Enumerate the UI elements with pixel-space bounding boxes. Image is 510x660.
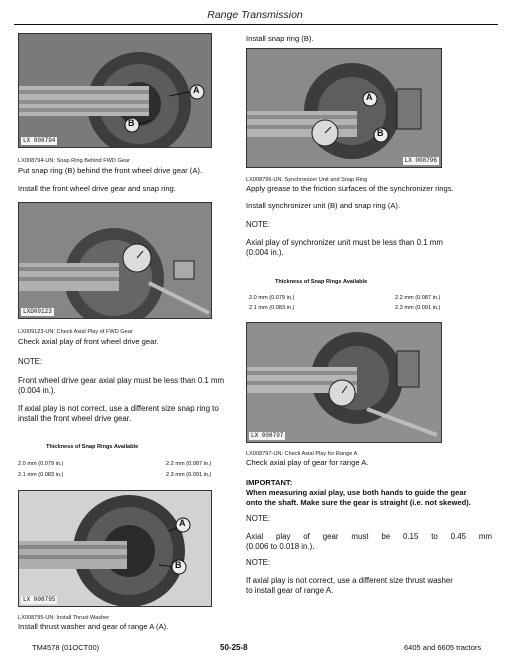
table-cell: 2.3 mm (0.091 in.)	[166, 472, 212, 478]
photo-label: LX 008797	[251, 432, 284, 439]
photo-snap-ring-behind-fwd-gear	[18, 33, 212, 148]
note-text: to install gear of range A.	[246, 586, 334, 595]
photo-label: LX 008794	[23, 137, 56, 144]
important-text: onto the shaft. Make sure the gear is straight (i.e. not skewed).	[246, 498, 471, 507]
callout-a: A	[193, 85, 200, 95]
dial-indicator-illustration	[19, 203, 211, 318]
table-title: Thickness of Snap Rings Available	[275, 279, 368, 285]
table-cell: 2.1 mm (0.083 in.)	[18, 472, 64, 478]
note-label: NOTE:	[246, 558, 271, 567]
callout-a: A	[179, 518, 186, 528]
instruction-text: Check axial play of front wheel drive gear.	[18, 337, 159, 346]
note-text: If axial play is not correct, use a different size snap ring to	[18, 404, 219, 413]
photo-check-axial-play-range-a	[246, 322, 442, 443]
instruction-text: Install thrust washer and gear of range A (A).	[18, 622, 169, 631]
footer-model: 6405 and 6605 tractors	[404, 643, 482, 652]
instruction-text: Apply grease to the friction surfaces of the synchronizer rings.	[246, 184, 454, 193]
gear-range-a-illustration	[19, 491, 211, 606]
note-text: install the front wheel drive gear.	[18, 414, 132, 423]
note-text: (0.004 in.).	[246, 248, 284, 257]
note-label: NOTE:	[246, 220, 271, 229]
callout-a: A	[366, 92, 373, 102]
page-header-title: Range Transmission	[207, 9, 303, 21]
gear-shaft-illustration	[19, 34, 211, 147]
photo-synchronizer-unit	[246, 48, 442, 168]
table-cell: 2.2 mm (0.087 in.)	[395, 295, 441, 301]
figure-caption: LX008795-UN: Install Thrust Washer	[18, 615, 110, 621]
header-rule	[14, 24, 498, 25]
range-a-gear-illustration	[247, 323, 441, 442]
photo-check-axial-play-fwd-gear	[18, 202, 212, 319]
photo-label: LX 008796	[404, 157, 437, 164]
note-text: Axial play of gear must be 0.15 to 0.45 mm	[246, 532, 492, 541]
photo-install-thrust-washer	[18, 490, 212, 607]
table-cell: 2.0 mm (0.079 in.)	[18, 461, 64, 467]
important-label: IMPORTANT:	[246, 478, 293, 487]
footer-page-number: 50-25-8	[220, 643, 248, 652]
instruction-text: Install the front wheel drive gear and snap ring.	[18, 184, 176, 193]
photo-label: LXD09123	[23, 308, 52, 315]
instruction-text: Install synchronizer unit (B) and snap ring (A).	[246, 201, 401, 210]
note-label: NOTE:	[18, 357, 43, 366]
note-text: (0.006 to 0.018 in.).	[246, 542, 315, 551]
table-cell: 2.3 mm (0.091 in.)	[395, 305, 441, 311]
table-title: Thickness of Snap Rings Available	[46, 444, 139, 450]
figure-caption: LX008794-UN: Snap Ring Behind FWD Gear	[18, 158, 130, 164]
callout-b: B	[377, 128, 384, 138]
figure-caption: LX008796-UN: Synchronizer Unit and Snap Ring	[246, 177, 368, 183]
footer-document-id: TM4578 (01OCT00)	[32, 643, 100, 652]
callout-b: B	[175, 560, 182, 570]
figure-caption: LX008797-UN: Check Axial Play for Range A	[246, 451, 358, 457]
table-cell: 2.1 mm (0.083 in.)	[249, 305, 295, 311]
note-label: NOTE:	[246, 514, 271, 523]
note-text: (0.004 in.).	[18, 386, 56, 395]
table-cell: 2.0 mm (0.079 in.)	[249, 295, 295, 301]
note-text: If axial play is not correct, use a different size thrust washer	[246, 576, 453, 585]
table-cell: 2.2 mm (0.087 in.)	[166, 461, 212, 467]
note-text: Front wheel drive gear axial play must be less than 0.1 mm	[18, 376, 225, 385]
figure-caption: LX009123-UN: Check Axial Play of FWD Gear	[18, 329, 133, 335]
note-text: Axial play of synchronizer unit must be less than 0.1 mm	[246, 238, 443, 247]
synchronizer-illustration	[247, 49, 441, 167]
instruction-text: Put snap ring (B) behind the front wheel drive gear (A).	[18, 166, 203, 175]
instruction-text: Install snap ring (B).	[246, 34, 314, 43]
important-text: When measuring axial play, use both hands to guide the gear	[246, 488, 467, 497]
photo-label: LX 008795	[23, 596, 56, 603]
instruction-text: Check axial play of gear for range A.	[246, 458, 369, 467]
callout-b: B	[128, 118, 135, 128]
